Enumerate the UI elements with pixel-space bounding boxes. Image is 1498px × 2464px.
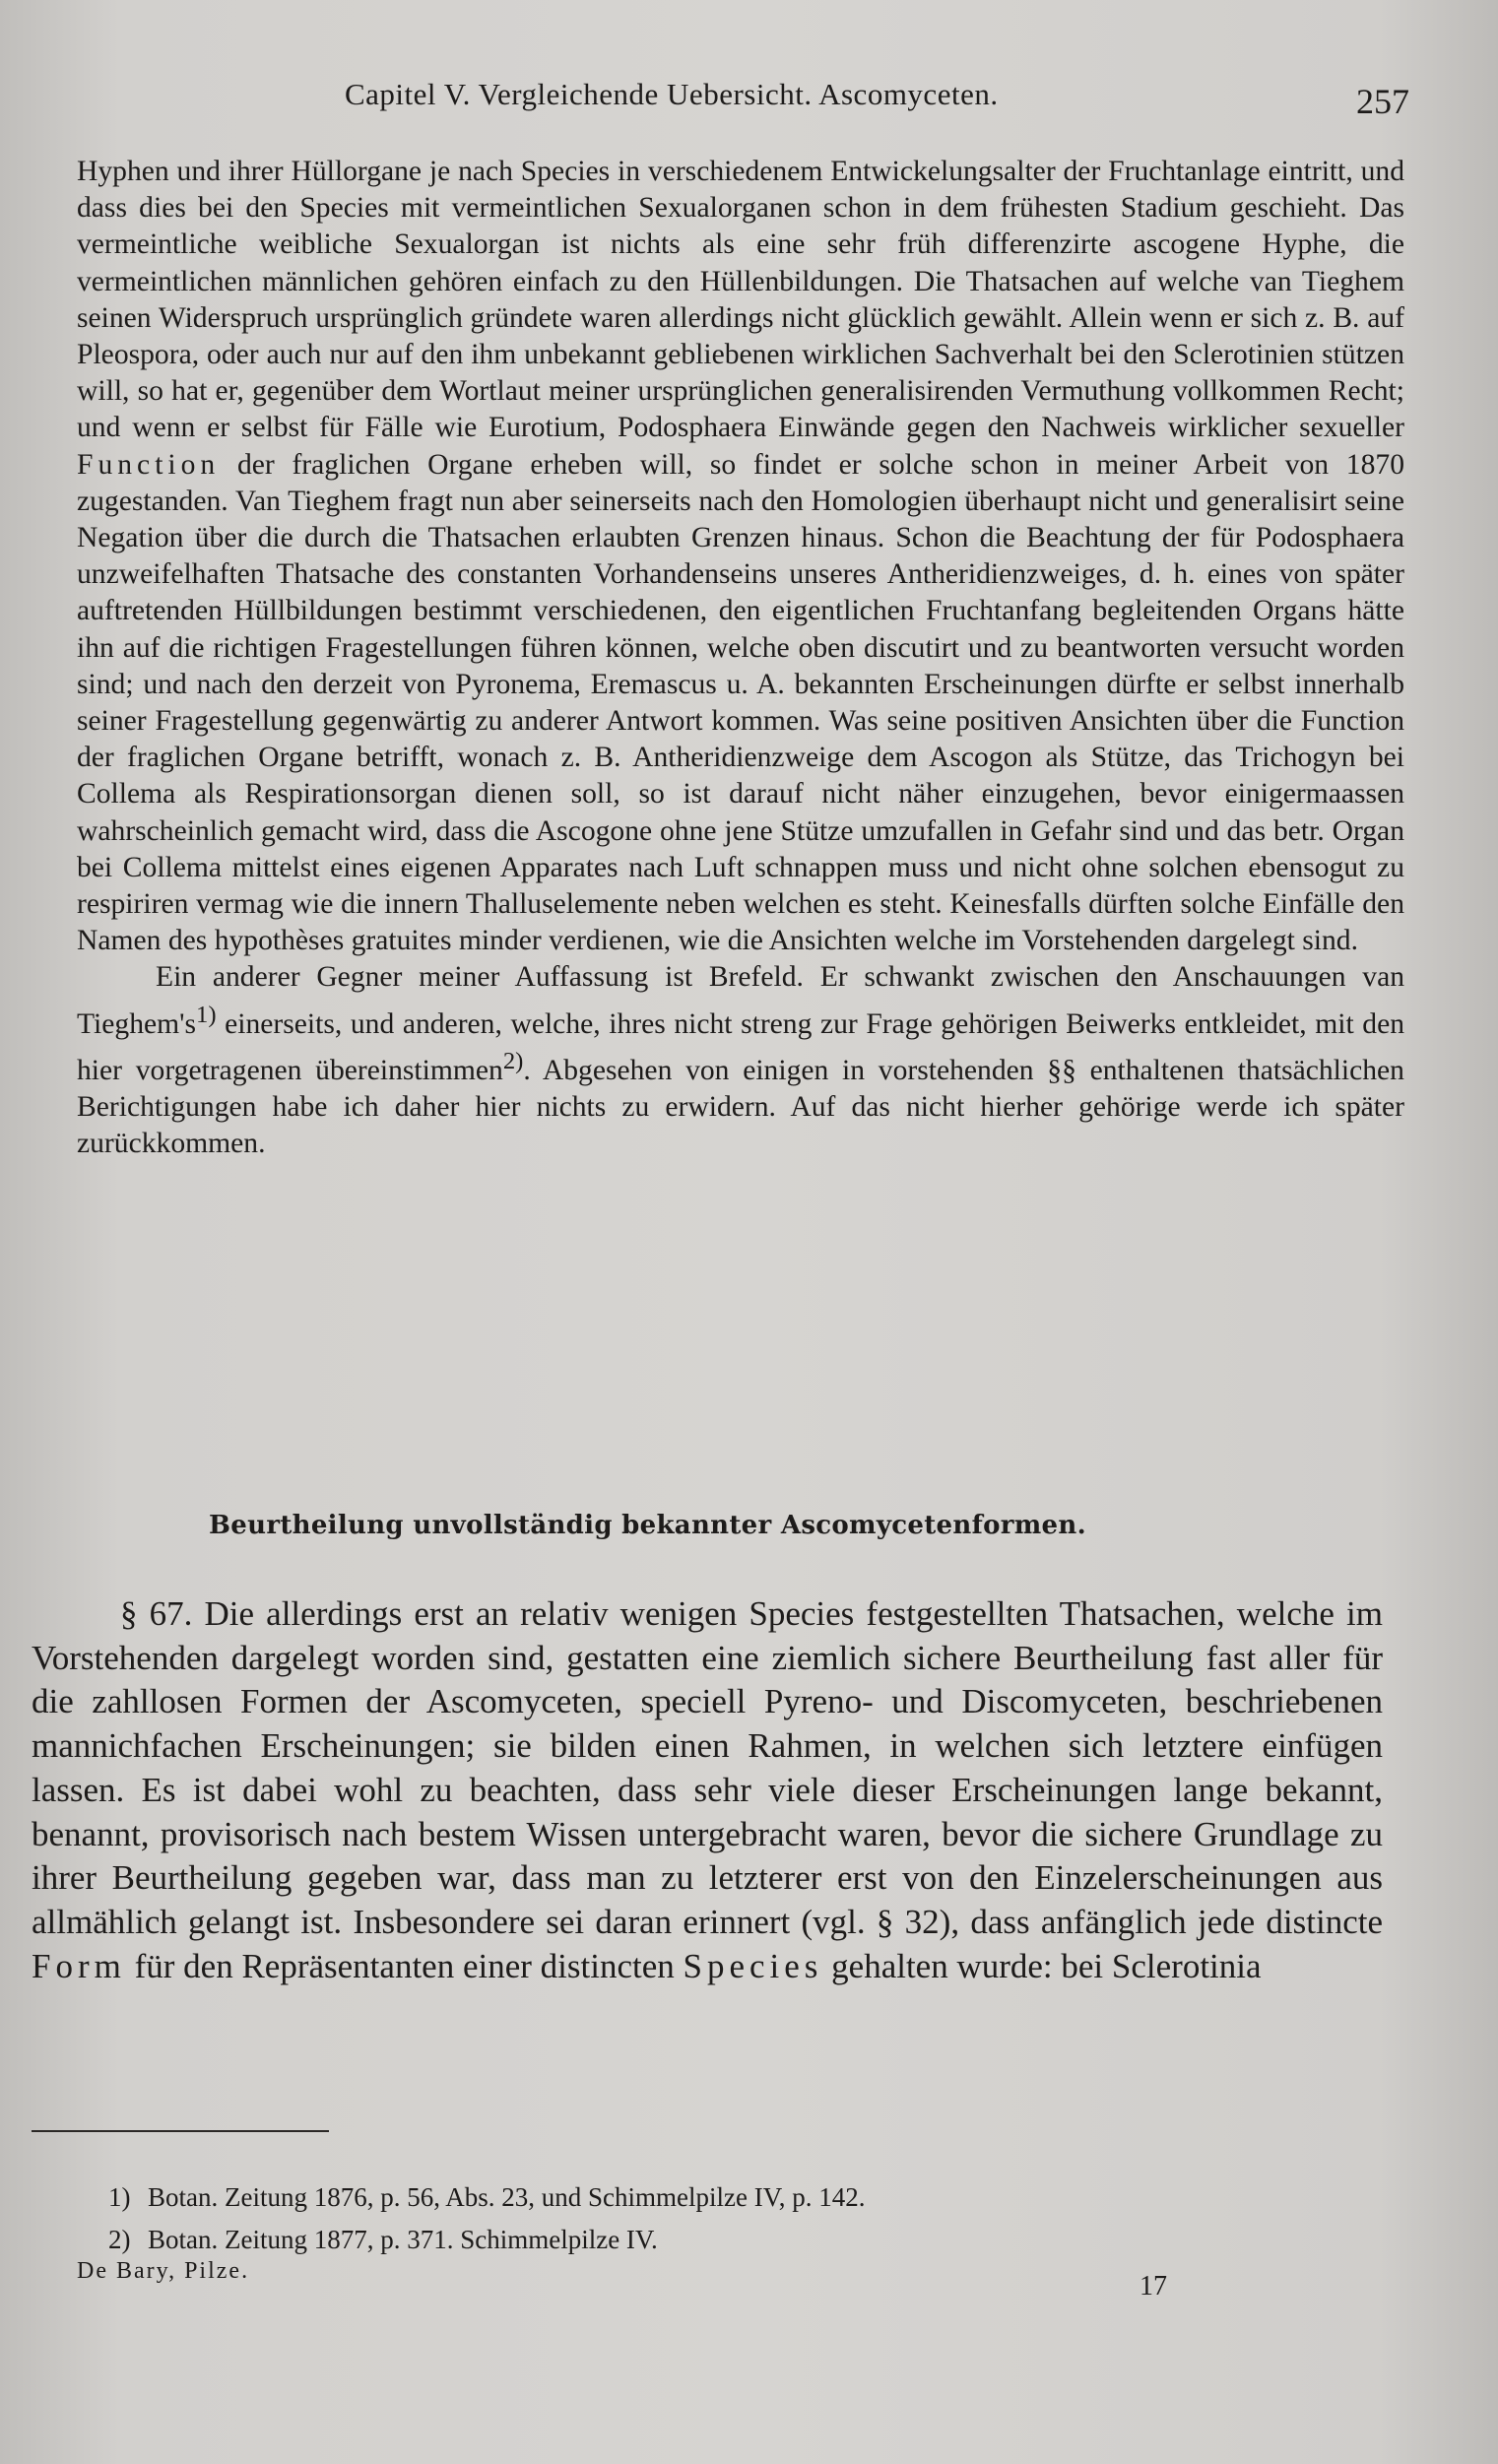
- text-run: Hyphen und ihrer Hüllorgane je nach Species in verschiedenem Entwickelungsalter der Fruchtanlage eintritt, und dass dies bei den Species mit vermeintlichen Sexualorganen schon in dem frühesten Stadium geschieht. Das vermeintliche weibliche Sexualorgan ist nichts als eine sehr früh differenzirte ascogene Hyphe, die vermeintlichen männlichen gehören einfach zu den Hüllenbildungen. Die Thatsachen auf welche van Tieghem seinen Widerspruch ursprünglich gründete waren allerdings nicht glücklich gewählt. Allein wenn er sich z. B. auf Pleospora, oder auch nur auf den ihm unbekannt gebliebenen wirklichen Sachverhalt bei den Sclerotinien stützen will, so hat er, gegenüber dem Wortlaut meiner ursprünglichen generalisirenden Vermuthung vollkommen Recht; und wenn er selbst für Fälle wie Eurotium, Podosphaera Einwände gegen den Nachweis wirklicher sexueller: [77, 156, 1404, 444]
- section-heading: Beurtheilung unvollständig bekannter Ascomycetenformen.: [209, 1511, 1086, 1540]
- footer-signature: 17: [1140, 2271, 1167, 2302]
- footnote: [108, 2219, 1192, 2261]
- footnote-mark: 1): [108, 2182, 131, 2212]
- footer-author: De Bary, Pilze.: [77, 2258, 250, 2284]
- small-print-text-block: [77, 154, 1404, 1162]
- running-head: Capitel V. Vergleichende Uebersicht. Ascomyceten.: [345, 77, 999, 111]
- text-run: einerseits, und anderen, welche, ihres nicht streng zur Frage gehörigen Beiwerks entkleidet, mit den hier vorgetragenen übereinstimmen: [77, 1007, 1404, 1086]
- footnote-text: Botan. Zeitung 1877, p. 371. Schimmelpilze IV.: [148, 2225, 658, 2254]
- paragraph: [77, 959, 1404, 1162]
- footnote-divider: [32, 2130, 329, 2132]
- footnote: [108, 2176, 1192, 2219]
- text-run: . Abgesehen von einigen in vorstehenden §§ enthaltenen thatsächlichen Berichtigungen habe ich daher hier nichts zu erwidern. Auf das nicht hierher gehörige werde ich später zurückkommen.: [77, 1054, 1404, 1159]
- footnote-text: Botan. Zeitung 1876, p. 56, Abs. 23, und Schimmelpilze IV, p. 142.: [148, 2182, 866, 2212]
- text-run: § 67. Die allerdings erst an relativ wenigen Species festgestellten Thatsachen, welche im Vorstehenden dargelegt worden sind, gestatten eine ziemlich sichere Beurtheilung fast aller für die zahllosen Formen der Ascomyceten, speciell Pyreno- und Discomyceten, beschriebenen mannichfachen Erscheinungen; sie bilden einen Rahmen, in welchen sich letztere einfügen lassen. Es ist dabei wohl zu beachten, dass sehr viele dieser Erscheinungen lange bekannt, benannt, provisorisch nach bestem Wissen untergebracht waren, bevor die sichere Grundlage zu ihrer Beurtheilung gegeben war, dass man zu letzterer erst von den Einzelerscheinungen aus allmählich gelangt ist. Insbesondere sei daran erinnert (vgl. § 32), dass anfänglich jede distincte: [32, 1594, 1383, 1941]
- footnote-ref: 1): [196, 1001, 217, 1028]
- spaced-term: Function: [77, 448, 221, 481]
- footnote-ref: 2): [502, 1047, 524, 1074]
- footnote-mark: 2): [108, 2225, 131, 2254]
- spaced-term: Form: [32, 1946, 126, 1985]
- paragraph: [77, 154, 1404, 959]
- text-run: der fraglichen Organe erheben will, so findet er solche schon in meiner Arbeit von 1870 zugestanden. Van Tieghem fragt nun aber seinerseits nach den Homologien überhaupt nicht und generalisirt seine Negation über die durch die Thatsachen erlaubten Grenzen hinaus. Schon die Beachtung der für Podosphaera unzweifelhaften Thatsache des constanten Vorhandenseins unseres Antheridienzweiges, d. h. eines von später auftretenden Hüllbildungen bestimmt verschiedenen, den eigentlichen Fruchtanfang begleitenden Organs hätte ihn auf die richtigen Fragestellungen führen können, welche oben discutirt und zu beantworten versucht worden sind; und nach den derzeit von Pyronema, Eremascus u. A. bekannten Erscheinungen dürfte er selbst innerhalb seiner Fragestellung gegenwärtig zu anderer Antwort kommen. Was seine positiven Ansichten über die Function der fraglichen Organe betrifft, wonach z. B. Antheridienzweige dem Ascogon als Stütze, das Trichogyn bei Collema als Respirationsorgan dienen soll, so ist darauf nicht näher einzugehen, bevor einigermaassen wahrscheinlich gemacht wird, dass die Ascogone ohne jene Stütze umzufallen in Gefahr sind und das betr. Organ bei Collema mittelst eines eigenen Apparates nach Luft schnappen muss und nicht ohne solchen ebensogut zu respiriren vermag wie die innern Thalluselemente neben welchen es steht. Keinesfalls dürften solche Einfälle den Namen des hypothèses gratuites minder verdienen, wie die Ansichten welche im Vorstehenden dargelegt sind.: [77, 448, 1404, 957]
- main-text-block: [32, 1592, 1383, 1988]
- spaced-term: Species: [683, 1946, 823, 1985]
- text-run: Ein anderer Gegner meiner Auffassung ist Brefeld. Er schwankt zwischen den Anschauungen van Tieghem's: [77, 961, 1404, 1040]
- footnotes: [108, 2176, 1192, 2261]
- page-number: 257: [1356, 82, 1409, 121]
- paragraph: [32, 1592, 1383, 1988]
- text-run: für den Repräsentanten einer distincten: [134, 1946, 675, 1985]
- text-run: gehalten wurde: bei Sclerotinia: [831, 1946, 1262, 1985]
- page-header: [345, 77, 1409, 121]
